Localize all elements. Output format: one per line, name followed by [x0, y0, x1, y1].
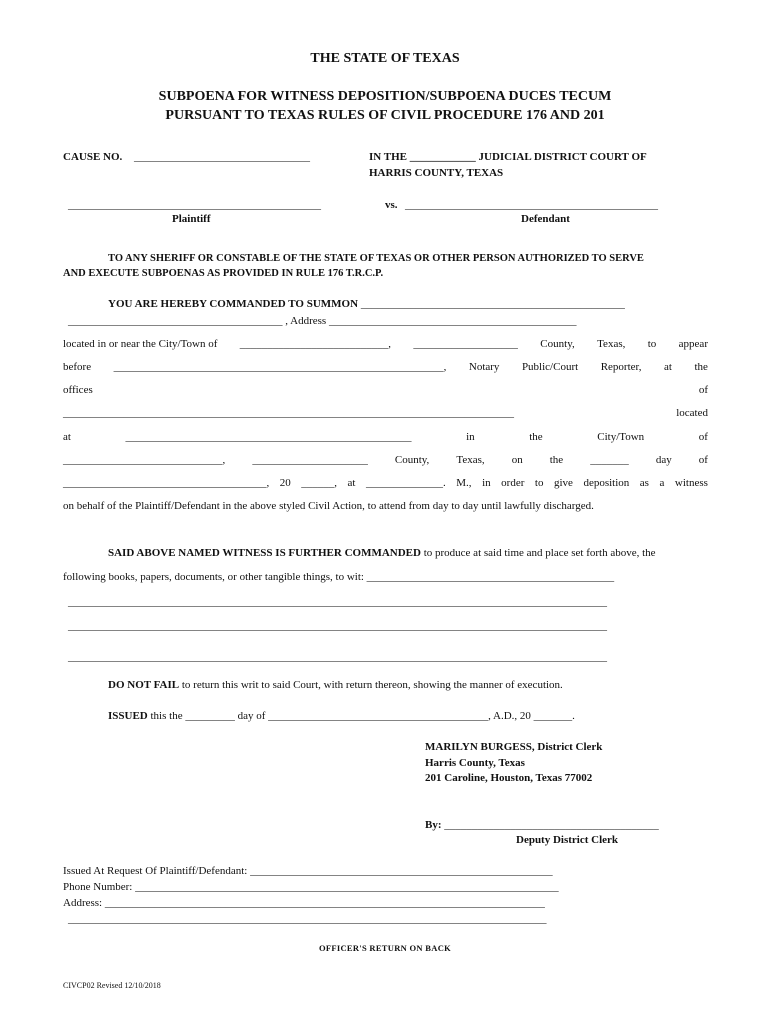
location-field[interactable]: ____________________________________________________: [125, 431, 412, 443]
items-field-2[interactable]: __________________________________________________________________________________________________: [68, 620, 607, 632]
clerk-address: 201 Caroline, Houston, Texas 77002: [425, 772, 593, 784]
body-text: County,: [394, 454, 430, 466]
body-text: of: [698, 454, 708, 466]
duces-line-2[interactable]: following books, papers, documents, or other tangible things, to wit: _____________________________________________: [63, 571, 615, 583]
body-line-7: [63, 477, 708, 490]
body-line-1: [63, 338, 708, 351]
clerk-county: Harris County, Texas: [425, 757, 525, 769]
body-text: Texas,: [597, 338, 626, 350]
plaintiff-label: Plaintiff: [172, 213, 211, 225]
body-line-6: [63, 454, 708, 467]
body-text: Texas,: [456, 454, 485, 466]
cause-number-label: CAUSE NO.: [63, 151, 123, 163]
summon-label: YOU ARE HEREBY COMMANDED TO SUMMON: [108, 298, 359, 310]
items-field-3[interactable]: __________________________________________________________________________________________________: [68, 651, 607, 663]
body-text: on: [511, 454, 523, 466]
body-text: the: [549, 454, 564, 466]
document-subtitle-2: PURSUANT TO TEXAS RULES OF CIVIL PROCEDURE 176 AND 201: [165, 108, 605, 123]
body-text: of: [698, 431, 708, 443]
witness-name-field[interactable]: ________________________________________________: [358, 298, 625, 310]
body-line-8: on behalf of the Plaintiff/Defendant in the above styled Civil Action, to attend from day to day until lawfully discharged.: [63, 500, 594, 512]
cause-number-field[interactable]: ________________________________: [134, 151, 310, 163]
duces-text: to produce at said time and place set forth above, the: [420, 547, 656, 559]
body-text: in: [466, 431, 475, 443]
body-text: Notary: [468, 361, 500, 373]
day-field[interactable]: _______: [590, 454, 629, 466]
officer-address-line-2: AND EXECUTE SUBPOENAS AS PROVIDED IN RULE 176 T.R.C.P.: [63, 268, 384, 279]
year-field[interactable]: ______,: [301, 477, 338, 489]
body-line-2: [63, 361, 708, 374]
body-text: before: [63, 361, 92, 373]
body-text: at: [63, 431, 71, 443]
requesting-party-field[interactable]: Issued At Request Of Plaintiff/Defendant: _______________________________________________________: [63, 865, 553, 877]
body-text: in: [482, 477, 491, 489]
clerk-name: MARILYN BURGESS, District Clerk: [425, 741, 603, 753]
body-text: Reporter,: [600, 361, 642, 373]
body-text: a: [659, 477, 665, 489]
body-text: give: [553, 477, 573, 489]
county-field[interactable]: _____________________: [252, 454, 368, 466]
address-field[interactable]: Address: ________________________________________________________________________________: [63, 897, 545, 909]
body-text: of: [698, 384, 708, 396]
do-not-fail-line: [108, 679, 563, 692]
body-text: as: [639, 477, 649, 489]
do-not-fail-label: DO NOT FAIL: [108, 679, 180, 691]
body-text: 20: [279, 477, 291, 489]
body-text: M.,: [456, 477, 472, 489]
issued-date-field[interactable]: this the _________ day of ________________________________________, A.D., 20 _______.: [147, 710, 575, 722]
month-field[interactable]: _____________________________________,: [63, 477, 270, 489]
defendant-field[interactable]: ______________________________________________: [405, 199, 658, 211]
county-field[interactable]: ___________________: [413, 338, 518, 350]
document-subtitle-1: SUBPOENA FOR WITNESS DEPOSITION/SUBPOENA DUCES TECUM: [158, 89, 612, 104]
summon-line: [108, 298, 625, 311]
body-text: located: [676, 407, 708, 419]
body-text: the: [529, 431, 543, 443]
body-text: day: [655, 454, 672, 466]
duces-line: [108, 547, 656, 560]
body-text: at: [347, 477, 356, 489]
body-text: City/Town: [597, 431, 645, 443]
revision-note: CIVCP02 Revised 12/10/2018: [63, 981, 161, 990]
body-line-5: [63, 431, 708, 444]
body-text: Public/Court: [521, 361, 579, 373]
body-text: witness: [674, 477, 708, 489]
body-text: appear: [678, 338, 708, 350]
do-not-fail-text: to return this writ to said Court, with return thereon, showing the manner of execution.: [179, 679, 563, 691]
time-field[interactable]: ______________.: [366, 477, 446, 489]
body-text: deposition: [583, 477, 630, 489]
body-text: the: [694, 361, 708, 373]
notary-field[interactable]: ____________________________________________________________,: [113, 361, 447, 373]
officers-return-note: OFFICER'S RETURN ON BACK: [318, 943, 452, 953]
duces-label: SAID ABOVE NAMED WITNESS IS FURTHER COMMANDED: [108, 547, 421, 559]
body-text: at: [664, 361, 672, 373]
body-text: to: [647, 338, 657, 350]
body-line-4: [63, 407, 708, 420]
body-text: offices: [63, 384, 93, 396]
items-field-1[interactable]: __________________________________________________________________________________________________: [68, 596, 607, 608]
city-town-field[interactable]: ___________________________,: [239, 338, 392, 350]
body-line-3: [63, 384, 708, 397]
by-label: By:: [425, 819, 442, 831]
issued-label: ISSUED: [108, 710, 148, 722]
city-field[interactable]: _____________________________,: [63, 454, 226, 466]
officer-address-line-1: TO ANY SHERIFF OR CONSTABLE OF THE STATE OF TEXAS OR OTHER PERSON AUTHORIZED TO SERVE: [108, 253, 644, 264]
court-line: IN THE ____________ JUDICIAL DISTRICT COURT OF: [369, 151, 647, 163]
issued-line: [108, 710, 575, 723]
phone-number-field[interactable]: Phone Number: _____________________________________________________________________________: [63, 881, 559, 893]
deputy-signature-field[interactable]: _______________________________________: [441, 819, 659, 831]
body-text: located in or near the City/Town of: [63, 338, 218, 350]
witness-address-line[interactable]: _______________________________________ , Address _____________________________________________: [68, 315, 577, 327]
body-text: County,: [540, 338, 575, 350]
body-text: to: [534, 477, 544, 489]
county-line: HARRIS COUNTY, TEXAS: [369, 167, 504, 179]
deputy-label: Deputy District Clerk: [516, 834, 619, 846]
vs-label: vs.: [385, 199, 398, 211]
body-text: order: [501, 477, 525, 489]
defendant-label: Defendant: [521, 213, 570, 225]
document-title: THE STATE OF TEXAS: [310, 51, 460, 66]
offices-field[interactable]: __________________________________________________________________________________: [63, 407, 514, 419]
deputy-signature-line: [425, 819, 659, 832]
address-field-2[interactable]: _______________________________________________________________________________________: [68, 913, 547, 925]
plaintiff-field[interactable]: ______________________________________________: [68, 199, 321, 211]
